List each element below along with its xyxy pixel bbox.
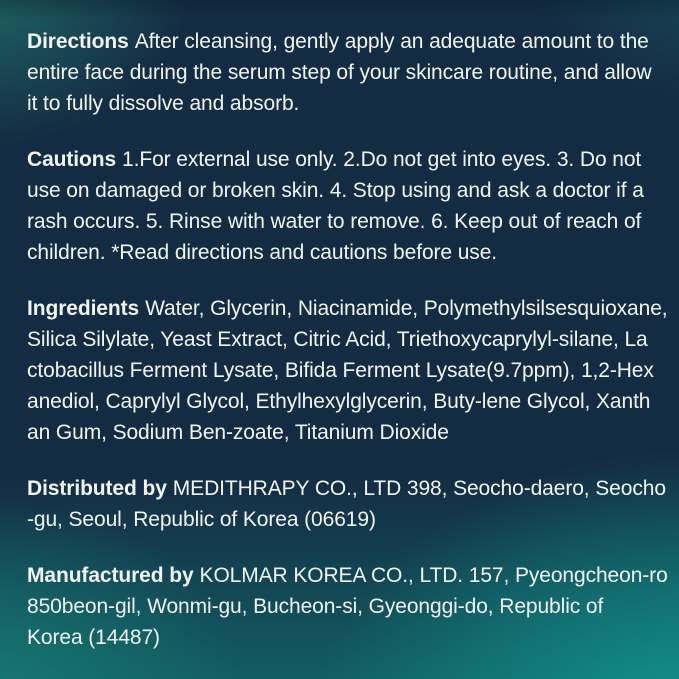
- ingredients-line: anediol, Caprylyl Glycol, Ethylhexylglycerin, Buty-lene Glycol, Xanth: [27, 390, 651, 413]
- directions-line: it to fully dissolve and absorb.: [27, 92, 300, 115]
- cautions-line: rash occurs. 5. Rinse with water to remove. 6. Keep out of reach of: [27, 210, 642, 233]
- distributed-by-heading: Distributed by: [27, 477, 167, 500]
- distributed-by-line: [27, 473, 666, 504]
- ingredients-line: Silica Silylate, Yeast Extract, Citric Acid, Triethoxycaprylyl-silane, La: [27, 328, 648, 351]
- ingredients-heading: Ingredients: [27, 297, 140, 320]
- distributed-by-line: -gu, Seoul, Republic of Korea (06619): [27, 508, 376, 531]
- cautions-line: use on damaged or broken skin. 4. Stop using and ask a doctor if a: [27, 179, 644, 202]
- cautions-text: 1.For external use only. 2.Do not get into eyes. 3. Do not: [122, 148, 642, 171]
- ingredients-text: Water, Glycerin, Niacinamide, Polymethylsilsesquioxane,: [145, 297, 668, 320]
- manufactured-by-line: [27, 560, 668, 591]
- ingredients-line: ctobacillus Ferment Lysate, Bifida Ferment Lysate(9.7ppm), 1,2-Hex: [27, 359, 654, 382]
- directions-text: After cleansing, gently apply an adequate amount to the: [134, 30, 649, 53]
- directions-line: [27, 26, 652, 57]
- cautions-line: [27, 144, 652, 175]
- ingredients-line: an Gum, Sodium Ben-zoate, Titanium Dioxide: [27, 421, 449, 444]
- ingredients-section: [27, 293, 668, 448]
- directions-heading: Directions: [27, 30, 129, 53]
- cautions-line: children. *Read directions and cautions before use.: [27, 241, 498, 264]
- manufactured-by-line: Korea (14487): [27, 626, 160, 649]
- distributed-by-text: MEDITHRAPY CO., LTD 398, Seocho-daero, Seocho: [172, 477, 666, 500]
- manufactured-by-section: [27, 560, 668, 653]
- ingredients-line: [27, 293, 668, 324]
- directions-line: entire face during the serum step of your skincare routine, and allow: [27, 61, 652, 84]
- manufactured-by-text: KOLMAR KOREA CO., LTD. 157, Pyeongcheon-ro: [199, 564, 668, 587]
- distributed-by-section: [27, 473, 666, 535]
- cautions-section: [27, 144, 652, 268]
- directions-section: [27, 26, 652, 119]
- manufactured-by-heading: Manufactured by: [27, 564, 194, 587]
- cautions-heading: Cautions: [27, 148, 117, 171]
- manufactured-by-line: 850beon-gil, Wonmi-gu, Bucheon-si, Gyeonggi-do, Republic of: [27, 595, 604, 618]
